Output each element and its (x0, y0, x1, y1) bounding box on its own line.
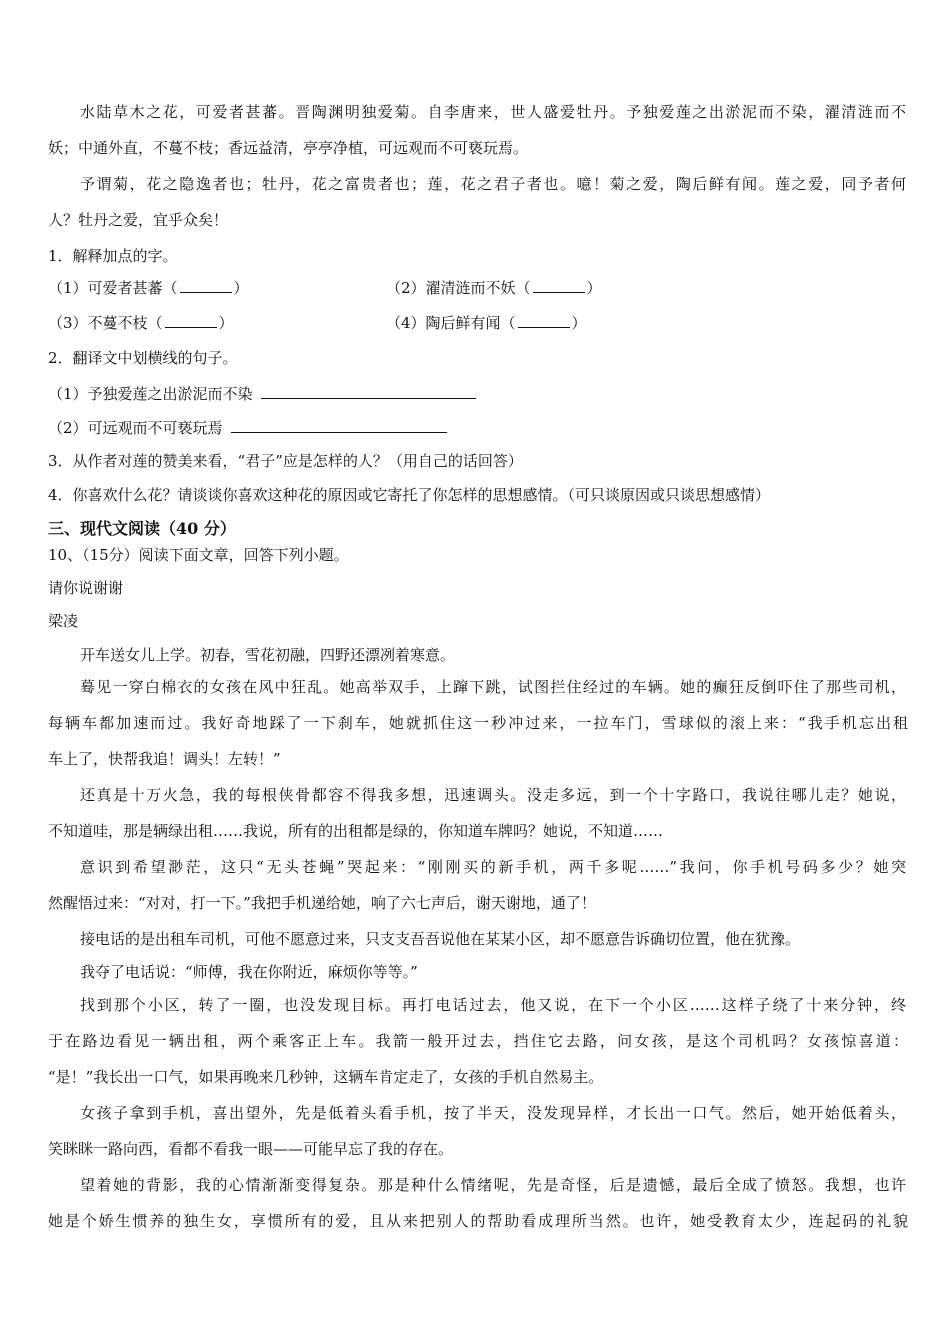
q1-item-1: （1）可爱者甚蕃（ ） (48, 279, 249, 297)
answer-blank[interactable] (165, 313, 217, 328)
answer-blank[interactable] (533, 278, 585, 293)
article-title: 请你说谢谢 (48, 579, 124, 597)
article-line: 找到那个小区，转了一圈，也没发现目标。再打电话过去，他又说，在下一个小区……这样子绕了十来分钟，终 (80, 996, 906, 1014)
answer-blank[interactable] (261, 384, 476, 399)
article-line: 女孩子拿到手机，喜出望外，先是低着头看手机，按了半天，没发现异样，才长出一口气。然后，她开始低着头， (80, 1104, 906, 1122)
article-line: 我夺了电话说：“师傅，我在你附近，麻烦你等等。” (80, 963, 418, 981)
q1-item-2: （2）濯清涟而不妖（ ） (386, 279, 602, 297)
passage-line: 人？牡丹之爱，宜乎众矣！ (48, 211, 229, 229)
section-question: 10、（15分）阅读下面文章，回答下列小题。 (48, 546, 349, 564)
answer-blank[interactable] (518, 313, 570, 328)
passage-line: 予谓菊，花之隐逸者也；牡丹，花之富贵者也；莲，花之君子者也。噫！菊之爱，陶后鲜有闻。莲之爱，同予者何 (80, 175, 906, 193)
passage-line: 妖；中通外直，不蔓不枝；香远益清，亭亭净植，可远观而不可亵玩焉。 (48, 139, 529, 157)
article-line: 蓦见一穿白棉衣的女孩在风中狂乱。她高举双手，上蹿下跳，试图拦住经过的车辆。她的癫狂反倒吓住了那些司机， (80, 678, 906, 696)
q1-item-4: （4）陶后鲜有闻（ ） (386, 314, 587, 332)
article-line: 然醒悟过来：“对对，打一下。”我把手机递给她，响了六七声后，谢天谢地，通了！ (48, 894, 596, 912)
question-2-title: 2．翻译文中划横线的句子。 (48, 349, 238, 367)
answer-blank[interactable] (180, 278, 232, 293)
article-line: 笑眯眯一路向西，看都不看我一眼——可能早忘了我的存在。 (48, 1140, 454, 1158)
article-line: 望着她的背影，我的心情渐渐变得复杂。那是种什么情绪呢，先是奇怪，后是遗憾，最后全成了愤怒。我想，也许 (80, 1176, 906, 1194)
passage-line: 水陆草木之花，可爱者甚蕃。晋陶渊明独爱菊。自李唐来，世人盛爱牡丹。予独爱莲之出淤泥而不染，濯清涟而不 (80, 103, 906, 121)
question-1-row-a (48, 278, 908, 298)
question-1-title: 1．解释加点的字。 (48, 247, 178, 265)
question-4: 4．你喜欢什么花？请谈谈你喜欢这种花的原因或它寄托了你怎样的思想感情。（可只谈原因或只谈思想感情） (48, 486, 771, 504)
section-heading: 三、现代文阅读（40 分） (48, 519, 236, 538)
article-line: 于在路边看见一辆出租，两个乘客正上车。我箭一般开过去，挡住它去路，问女孩，是这个司机吗？女孩惊喜道： (48, 1032, 908, 1050)
q2-item-1: （1）予独爱莲之出淤泥而不染 (48, 384, 908, 404)
q1-item-3: （3）不蔓不枝（ ） (48, 314, 234, 332)
q2-item-2: （2）可远观而不可亵玩焉 (48, 418, 908, 438)
article-line: 接电话的是出租车司机，可他不愿意过来，只支支吾吾说他在某某小区，却不愿意告诉确切位置，他在犹豫。 (80, 930, 801, 948)
question-1-row-b (48, 313, 908, 333)
article-line: 每辆车都加速而过。我好奇地踩了一下刹车，她就抓住这一秒冲过来，一拉车门，雪球似的滚上来：“我手机忘出租 (48, 714, 908, 732)
article-line: 她是个娇生惯养的独生女，享惯所有的爱，且从来把别人的帮助看成理所当然。也许，她受教育太少，连起码的礼貌 (48, 1212, 908, 1230)
answer-blank[interactable] (231, 418, 447, 433)
article-line: 不知道哇，那是辆绿出租……我说，所有的出租都是绿的，你知道车牌吗？她说，不知道…… (48, 822, 664, 840)
article-line: 车上了，快帮我追！调头！左转！” (48, 750, 281, 768)
article-line: 意识到希望渺茫，这只“无头苍蝇”哭起来：“刚刚买的新手机，两千多呢……”我问，你手机号码多少？她突 (80, 858, 906, 876)
article-line: “是！”我长出一口气，如果再晚来几秒钟，这辆车肯定走了，女孩的手机自然易主。 (48, 1068, 604, 1086)
question-3: 3．从作者对莲的赞美来看，“君子”应是怎样的人？（用自己的话回答） (48, 452, 523, 470)
article-author: 梁凌 (48, 612, 79, 630)
article-line: 还真是十万火急，我的每根侠骨都容不得我多想，迅速调头。没走多远，到一个十字路口，我说往哪儿走？她说， (80, 786, 906, 804)
article-line: 开车送女儿上学。初春，雪花初融，四野还漂冽着寒意。 (80, 646, 456, 664)
